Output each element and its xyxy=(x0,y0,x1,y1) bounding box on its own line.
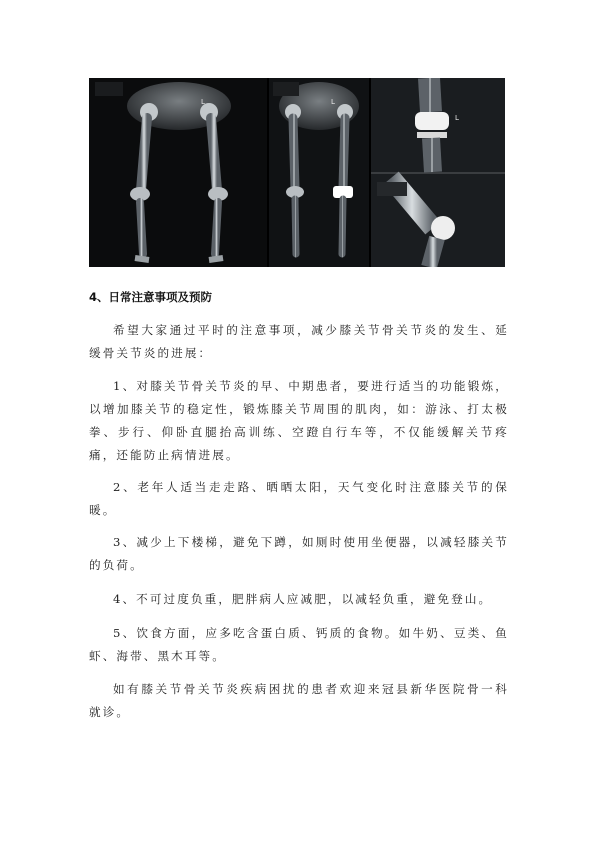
paragraph-item-4: 4、不可过度负重，肥胖病人应减肥，以减轻负重，避免登山。 xyxy=(113,592,493,606)
xray-panel-knee xyxy=(371,78,505,267)
paragraph-closing: 如有膝关节骨关节炎疾病困扰的患者欢迎来冠县新华医院骨一科就诊。 xyxy=(89,682,509,719)
xray-label-l-3: L xyxy=(455,114,459,122)
paragraph-intro: 希望大家通过平时的注意事项，减少膝关节骨关节炎的发生、延缓骨关节炎的进展： xyxy=(89,323,509,360)
paragraph-item-2: 2、老年人适当走走路、晒晒太阳，天气变化时注意膝关节的保暖。 xyxy=(89,480,509,517)
paragraph-item-1: 1、对膝关节骨关节炎的早、中期患者，要进行适当的功能锻炼，以增加膝关节的稳定性，锻炼膝关节周围的肌肉，如：游泳、打太极拳、步行、仰卧直腿抬高训练、空蹬自行车等，不仅能缓解关节疼痛，还能防止病情进展。 xyxy=(89,379,509,462)
xray-panel-preop xyxy=(89,78,267,267)
knee-xray-figure xyxy=(89,78,505,267)
paragraph-item-5: 5、饮食方面，应多吃含蛋白质、钙质的食物。如牛奶、豆类、鱼虾、海带、黑木耳等。 xyxy=(89,626,509,663)
xray-images xyxy=(89,78,505,267)
section-heading: 4、日常注意事项及预防 xyxy=(89,290,213,304)
xray-panel-postop xyxy=(269,78,369,267)
paragraph-item-3: 3、减少上下楼梯，避免下蹲，如厕时使用坐便器，以减轻膝关节的负荷。 xyxy=(89,535,509,572)
xray-label-l-2: L xyxy=(331,98,335,106)
xray-label-l-1: L xyxy=(201,98,205,106)
